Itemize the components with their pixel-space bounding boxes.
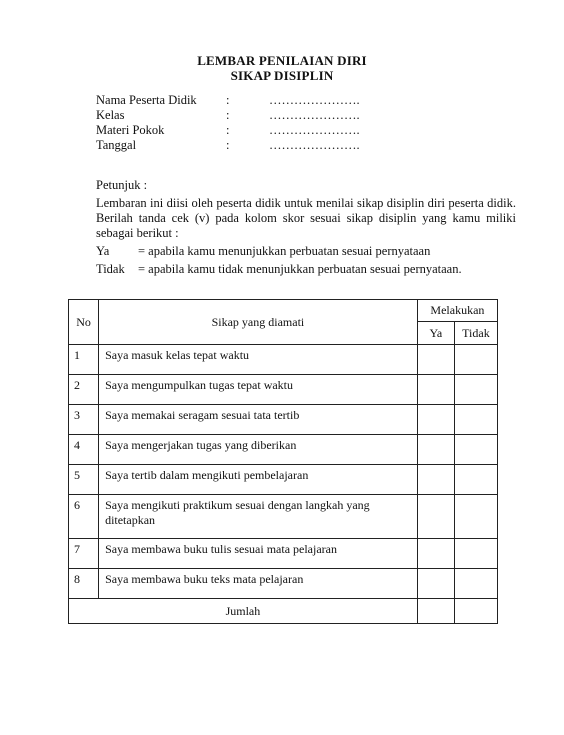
row-number: 5 — [69, 465, 99, 495]
check-cell-tidak[interactable] — [454, 495, 497, 539]
check-cell-ya[interactable] — [417, 539, 454, 569]
header-attitude: Sikap yang diamati — [99, 300, 418, 345]
row-statement: Saya membawa buku tulis sesuai mata pelajaran — [99, 539, 418, 569]
row-statement: Saya masuk kelas tepat waktu — [99, 345, 418, 375]
identity-colon: : — [226, 93, 230, 107]
table-row — [69, 405, 498, 435]
total-cell-tidak[interactable] — [454, 599, 497, 624]
row-statement: Saya memakai seragam sesuai tata tertib — [99, 405, 418, 435]
instructions-label: Petunjuk : — [96, 178, 148, 192]
legend-desc: = apabila kamu menunjukkan perbuatan sesuai pernyataan — [138, 244, 431, 258]
header-melakukan: Melakukan — [417, 300, 497, 322]
check-cell-tidak[interactable] — [454, 435, 497, 465]
row-statement: Saya tertib dalam mengikuti pembelajaran — [99, 465, 418, 495]
header-ya: Ya — [417, 322, 454, 345]
check-cell-tidak[interactable] — [454, 465, 497, 495]
row-statement: Saya mengerjakan tugas yang diberikan — [99, 435, 418, 465]
row-number: 2 — [69, 375, 99, 405]
identity-fill-line[interactable]: …………………. — [269, 138, 360, 152]
table-row — [69, 539, 498, 569]
legend-yes — [96, 244, 430, 259]
check-cell-ya[interactable] — [417, 345, 454, 375]
identity-row-topic — [96, 123, 396, 138]
table-total-row — [69, 599, 498, 624]
row-number: 8 — [69, 569, 99, 599]
identity-label: Materi Pokok — [96, 123, 165, 137]
identity-colon: : — [226, 108, 230, 122]
table-row — [69, 495, 498, 539]
table-row — [69, 569, 498, 599]
identity-colon: : — [226, 138, 230, 152]
identity-fill-line[interactable]: …………………. — [269, 108, 360, 122]
check-cell-ya[interactable] — [417, 495, 454, 539]
header-tidak: Tidak — [454, 322, 497, 345]
row-statement: Saya mengumpulkan tugas tepat waktu — [99, 375, 418, 405]
page-subtitle: SIKAP DISIPLIN — [230, 68, 334, 83]
table-row — [69, 435, 498, 465]
check-cell-tidak[interactable] — [454, 539, 497, 569]
identity-row-class — [96, 108, 396, 123]
instructions-text: Lembaran ini diisi oleh peserta didik untuk menilai sikap disiplin diri peserta didik. Berilah tanda cek (v) pada kolom skor sesuai sikap disiplin yang kamu miliki sebagai berikut : — [96, 196, 516, 240]
check-cell-ya[interactable] — [417, 465, 454, 495]
identity-label: Tanggal — [96, 138, 137, 152]
identity-fill-line[interactable]: …………………. — [269, 93, 360, 107]
attitude-table — [68, 299, 498, 624]
identity-row-name — [96, 93, 396, 108]
check-cell-ya[interactable] — [417, 569, 454, 599]
check-cell-ya[interactable] — [417, 375, 454, 405]
check-cell-tidak[interactable] — [454, 375, 497, 405]
legend-key: Tidak — [96, 262, 125, 276]
table-row — [69, 345, 498, 375]
legend-key: Ya — [96, 244, 110, 258]
table-row — [69, 465, 498, 495]
row-number: 3 — [69, 405, 99, 435]
total-label: Jumlah — [69, 599, 418, 624]
identity-label: Nama Peserta Didik — [96, 93, 197, 107]
row-number: 7 — [69, 539, 99, 569]
table-header-row — [69, 300, 498, 322]
total-cell-ya[interactable] — [417, 599, 454, 624]
page-title: LEMBAR PENILAIAN DIRI — [197, 53, 367, 68]
header-no: No — [69, 300, 99, 345]
check-cell-ya[interactable] — [417, 435, 454, 465]
student-identity-block — [96, 93, 396, 153]
row-statement: Saya mengikuti praktikum sesuai dengan langkah yang ditetapkan — [99, 495, 418, 539]
row-number: 1 — [69, 345, 99, 375]
legend-no — [96, 262, 462, 277]
check-cell-tidak[interactable] — [454, 345, 497, 375]
check-cell-tidak[interactable] — [454, 569, 497, 599]
identity-fill-line[interactable]: …………………. — [269, 123, 360, 137]
check-cell-ya[interactable] — [417, 405, 454, 435]
identity-label: Kelas — [96, 108, 125, 122]
check-cell-tidak[interactable] — [454, 405, 497, 435]
row-statement: Saya membawa buku teks mata pelajaran — [99, 569, 418, 599]
legend-desc: = apabila kamu tidak menunjukkan perbuatan sesuai pernyataan. — [138, 262, 462, 276]
table-row — [69, 375, 498, 405]
row-number: 6 — [69, 495, 99, 539]
row-number: 4 — [69, 435, 99, 465]
identity-colon: : — [226, 123, 230, 137]
identity-row-date — [96, 138, 396, 153]
